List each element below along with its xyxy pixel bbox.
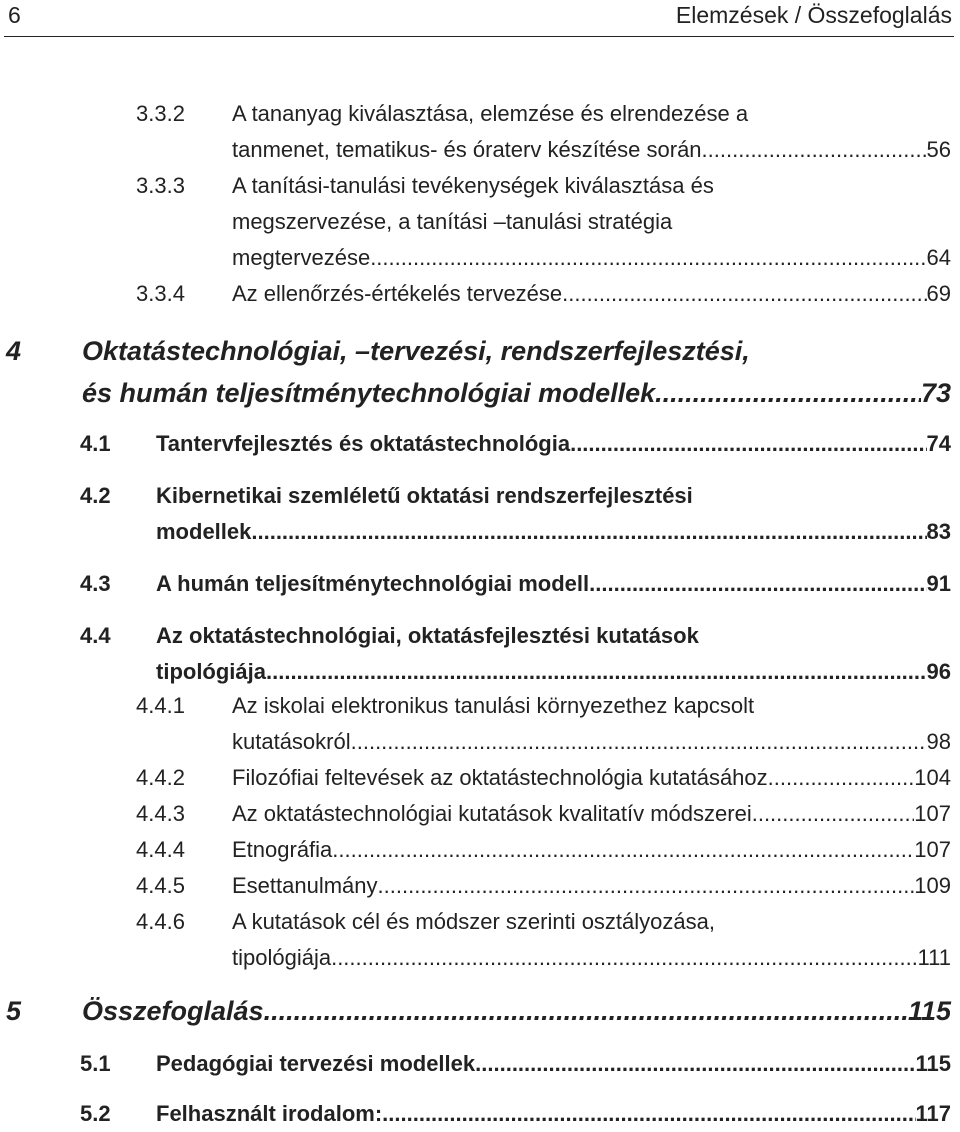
dot-leader bbox=[570, 426, 926, 462]
toc-entry-page: 64 bbox=[926, 245, 951, 270]
toc-entry-number: 4.4.6 bbox=[136, 909, 185, 934]
dot-leader bbox=[475, 1046, 915, 1082]
toc-entry-title-line: megszervezése, a tanítási –tanulási stratégia bbox=[232, 209, 673, 234]
toc-entry-page: 117 bbox=[915, 1101, 951, 1126]
toc-entry-number: 5.2 bbox=[80, 1101, 111, 1126]
toc-entry-number: 4.3 bbox=[80, 571, 111, 596]
dot-leader bbox=[768, 760, 915, 796]
toc-entry-leader-line bbox=[82, 372, 951, 414]
toc-entry-title-line: megtervezése bbox=[232, 245, 371, 270]
toc-entry-title-line: A kutatások cél és módszer szerinti osztályozása, bbox=[232, 909, 715, 934]
dot-leader bbox=[589, 566, 926, 602]
toc-entry-page: 111 bbox=[917, 945, 951, 970]
toc-entry-page: 104 bbox=[914, 765, 951, 790]
toc-entry-title-line: Filozófiai feltevések az oktatástechnológia kutatásához bbox=[232, 765, 768, 790]
toc-entry-number: 4.4.2 bbox=[136, 765, 185, 790]
toc-entry-page: 109 bbox=[914, 873, 951, 898]
toc-entry-leader-line bbox=[232, 796, 951, 832]
toc-entry-title-line: Oktatástechnológiai, –tervezési, rendszerfejlesztési, bbox=[82, 336, 750, 366]
toc-entry-leader-line bbox=[156, 566, 951, 602]
toc-entry-number: 4.4 bbox=[80, 623, 111, 648]
toc-entry-page: 69 bbox=[926, 281, 951, 306]
toc-entry-title-line: A humán teljesítménytechnológiai modell bbox=[156, 571, 590, 596]
toc-entry-number: 4.4.4 bbox=[136, 837, 185, 862]
toc-entry-number: 5.1 bbox=[80, 1051, 111, 1076]
toc-entry-page: 107 bbox=[914, 801, 951, 826]
toc-entry-page: 73 bbox=[920, 378, 951, 408]
toc-entry-title-line: kutatásokról bbox=[232, 729, 351, 754]
toc-entry-page: 91 bbox=[926, 571, 951, 596]
toc-entry-title-line: Az oktatástechnológiai kutatások kvalitatív módszerei bbox=[232, 801, 752, 826]
toc-entry-title-line: Az iskolai elektronikus tanulási környezethez kapcsolt bbox=[232, 693, 755, 718]
toc-entry-title-line: Tantervfejlesztés és oktatástechnológia bbox=[156, 431, 571, 456]
toc-entry-leader-line bbox=[156, 654, 951, 690]
toc-entry-title-line: Az ellenőrzés-értékelés tervezése bbox=[232, 281, 563, 306]
toc-entry-leader-line bbox=[232, 724, 951, 760]
toc-entry-leader-line bbox=[232, 132, 951, 168]
toc-entry-number: 4.4.1 bbox=[136, 693, 185, 718]
page-number: 6 bbox=[8, 2, 21, 28]
toc-entry-page: 98 bbox=[926, 729, 951, 754]
toc-entry-leader-line bbox=[232, 940, 951, 976]
toc-entry-number: 3.3.4 bbox=[136, 281, 185, 306]
toc-entry-page: 115 bbox=[907, 996, 951, 1026]
toc-entry-number: 5 bbox=[6, 996, 22, 1026]
dot-leader bbox=[266, 654, 927, 690]
dot-leader bbox=[562, 276, 926, 312]
toc-entry-title-line: Esettanulmány bbox=[232, 873, 378, 898]
dot-leader bbox=[351, 724, 927, 760]
toc-entry-page: 96 bbox=[926, 659, 951, 684]
toc-entry-leader-line bbox=[82, 990, 951, 1032]
toc-entry-title-line: A tananyag kiválasztása, elemzése és elrendezése a bbox=[232, 101, 749, 126]
toc-entry-title-line: tipológiája bbox=[156, 659, 266, 684]
toc-entry-page: 74 bbox=[926, 431, 951, 456]
toc-entry-title-line: Felhasznált irodalom: bbox=[156, 1101, 383, 1126]
toc-entry-page: 107 bbox=[914, 837, 951, 862]
dot-leader bbox=[382, 1096, 915, 1132]
toc-entry-leader-line bbox=[156, 1046, 951, 1082]
toc-entry-title-line: Kibernetikai szemléletű oktatási rendszerfejlesztési bbox=[156, 483, 693, 508]
toc-entry-title-line: Összefoglalás bbox=[82, 996, 264, 1026]
toc-entry-title-line: és humán teljesítménytechnológiai modellek bbox=[82, 378, 656, 408]
toc-entry-title-line: Etnográfia bbox=[232, 837, 333, 862]
toc-entry-title-line: Az oktatástechnológiai, oktatásfejlesztési kutatások bbox=[156, 623, 699, 648]
toc-entry-leader-line bbox=[232, 276, 951, 312]
toc-entry-number: 4.1 bbox=[80, 431, 111, 456]
toc-entry-title-line: tipológiája bbox=[232, 945, 332, 970]
dot-leader bbox=[251, 514, 926, 550]
toc-entry-leader-line bbox=[156, 426, 951, 462]
toc-entry-leader-line bbox=[156, 1096, 951, 1132]
toc-entry-number: 3.3.3 bbox=[136, 173, 185, 198]
dot-leader bbox=[264, 990, 908, 1032]
toc-entry-page: 115 bbox=[915, 1051, 951, 1076]
dot-leader bbox=[370, 240, 926, 276]
page-header bbox=[4, 0, 954, 37]
toc-entry-number: 4 bbox=[6, 336, 22, 366]
toc-entry-leader-line bbox=[232, 868, 951, 904]
toc-entry-title-line: Pedagógiai tervezési modellek bbox=[156, 1051, 476, 1076]
toc-entry-page: 83 bbox=[926, 519, 951, 544]
toc-entry-title-line: modellek bbox=[156, 519, 252, 544]
toc-entry-leader-line bbox=[156, 514, 951, 550]
toc-entry-leader-line bbox=[232, 240, 951, 276]
toc-entry-title-line: tanmenet, tematikus- és óraterv készítése során. bbox=[232, 137, 708, 162]
dot-leader bbox=[378, 868, 915, 904]
running-section-title: Elemzések / Összefoglalás bbox=[675, 2, 952, 28]
toc-entry-number: 4.4.5 bbox=[136, 873, 185, 898]
dot-leader bbox=[708, 132, 927, 168]
dot-leader bbox=[332, 832, 914, 868]
dot-leader bbox=[331, 940, 917, 976]
toc-entry-number: 4.4.3 bbox=[136, 801, 185, 826]
toc-entry-page: 56 bbox=[926, 137, 951, 162]
dot-leader bbox=[752, 796, 915, 832]
toc-entry-title-line: A tanítási-tanulási tevékenységek kiválasztása és bbox=[232, 173, 714, 198]
toc-entry-number: 4.2 bbox=[80, 483, 111, 508]
toc-entry-leader-line bbox=[232, 832, 951, 868]
toc-entry-leader-line bbox=[232, 760, 951, 796]
dot-leader bbox=[655, 372, 921, 414]
toc-entry-number: 3.3.2 bbox=[136, 101, 185, 126]
